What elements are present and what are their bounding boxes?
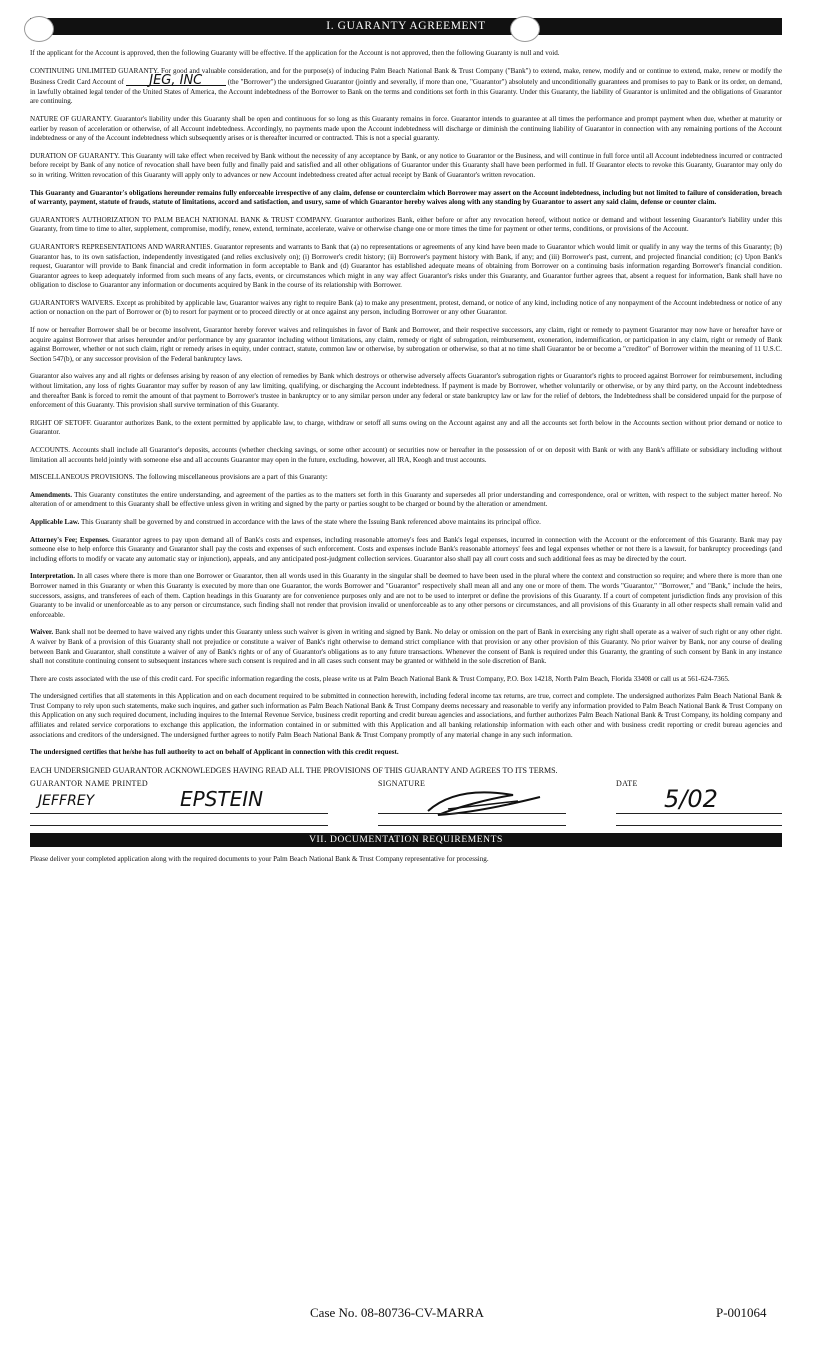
continuing-text-b: (the "Borrower") the undersigned Guarantor (jointly and severally, if more than one, "Guarantor") absolutely and unconditionally guarantees and promises to pay to Bank or its order, on demand, in lawfully obtained legal tender of the United States of America, the Account indebtedness of the Borrower to Bank on the terms and conditions set forth in this Guaranty. Under this Guaranty, the liability of Guarantor is unlimited and the obligations of Guarantor are continuing.: [30, 78, 782, 106]
acknowledge-statement: EACH UNDERSIGNED GUARANTOR ACKNOWLEDGES HAVING READ ALL THE PROVISIONS OF THIS GUARANTY AND AGREES TO ITS TERMS.: [30, 765, 558, 775]
section-header-guaranty: [30, 18, 782, 35]
waiver-text: Bank shall not be deemed to have waived any rights under this Guaranty unless such waiver is given in writing and signed by Bank. No delay or omission on the part of Bank in exercising any right shall operate as a waiver of such right or any other right. A waiver by Bank of a provision of this Guaranty shall not prejudice or constitute a waiver of Bank's right otherwise to demand strict compliance with that provision or any other provision of this Guaranty. No prior waiver by Bank, nor any course of dealing between Bank and Guarantor, shall constitute a waiver of any of Bank's rights or of any of Guarantor's obligations as to any future transactions. Whenever the consent of Bank is required under this Guaranty, the granting of such consent by Bank in any instance shall not constitute continuing consent to subsequent instances where such consent is required and in all cases such consent may be granted or withheld in the sole discretion of Bank.: [30, 628, 782, 666]
waivers-paragraph: GUARANTOR'S WAIVERS. Except as prohibited by applicable law, Guarantor waives any right to require Bank (a) to make any presentment, protest, demand, or notice of any kind, including notice of any nonpayment of the Account indebtedness or notice of any action or nonaction on the part of Borrower or (b) to resort for payment or to proceed directly or at once against any person, including Borrower or any other Guarantor.: [30, 298, 782, 317]
date-line: [616, 813, 782, 814]
nature-paragraph: NATURE OF GUARANTY. Guarantor's liability under this Guaranty shall be open and continuous for so long as this Guaranty remains in force. Guarantor intends to guarantee at all times the performance and prompt payment when due, whether at maturity or earlier by reason of acceleration or otherwise, of all Account indebtedness. Accordingly, no payments made upon the Account indebtedness will discharge or diminish the continuing liability of Guarantor in connection with any remaining portions of the Account indebtedness or any of the Account indebtedness which subsequently arises or is thereafter incurred or contracted. This is not a special guaranty.: [30, 114, 782, 143]
insolvent-paragraph: If now or hereafter Borrower shall be or become insolvent, Guarantor hereby forever waives and relinquishes in favor of Bank and Borrower, and their respective successors, any claim, right or remedy to payment Guarantor may now have or hereafter have or acquire against Borrower that arises hereunder and/or performance by any guarantor including without limitations, any claim, remedy or right of subrogation, reimbursement, exoneration, indemnification, or participation in any claim, right or remedy of Bank against Borrower, whether or not such claim, right or remedy arises in equity, under contract, statute, common law or otherwise, by subrogation or otherwise, so that at no time shall Guarantor be or become a "creditor" of Borrower within the meaning of 11 U.S.C. Section 547(b), or any successor provision of the Federal bankruptcy laws.: [30, 326, 782, 363]
signature-block: [378, 779, 568, 788]
deliver-instructions: Please deliver your completed application along with the required documents to your Palm Beach National Bank & Trust Company representative for processing.: [30, 855, 489, 864]
hole-punch-mark: [510, 16, 540, 42]
fees-heading: Attorney's Fee; Expenses.: [30, 535, 110, 544]
guarantor-name-block: [30, 779, 330, 812]
applicable-law-text: This Guaranty shall be governed by and construed in accordance with the laws of the state where the Issuing Bank referenced above maintains its principal office.: [80, 517, 541, 526]
section-title: I. GUARANTY AGREEMENT: [326, 20, 486, 32]
defenses-paragraph: Guarantor also waives any and all rights or defenses arising by reason of any election of remedies by Bank which destroys or otherwise adversely affects Guarantor's subrogation rights or Guarantor's rights to proceed against Borrower for reimbursement, including without limitation, any loss of rights Guarantor may suffer by reason of any law limiting, qualifying, or discharging the Account indebtedness. If payment is made by Borrower, whether voluntarily or otherwise, or by any third party, on the Account indebtedness and thereafter Bank is forced to remit the amount of that payment to Borrower's trustee in bankruptcy or to any similar person under any federal or state bankruptcy law or law for the relief of debtors, the Indebtedness shall be considered unpaid for the purpose of enforcement of this Guaranty. This provision shall survive termination of this Guaranty.: [30, 372, 782, 410]
continuing-guaranty-paragraph: [30, 67, 782, 107]
waiver-paragraph: [30, 628, 782, 666]
costs-paragraph: There are costs associated with the use of this credit card. For specific information regarding the costs, please write us at Palm Beach National Bank & Trust Company, P.O. Box 14218, North Palm Beach, Florida 33408 or call us at 561-624-7365.: [30, 674, 730, 683]
interpretation-text: In all cases where there is more than one Borrower or Guarantor, then all words used in this Guaranty in the singular shall be deemed to have been used in the plural where the context and construction so require; and where there is more than one Borrower named in this Guaranty or when this Guaranty is executed by more than one Guarantor, the words Borrower and "Guarantor" respectively shall mean all and any one or more of them. The words "Guarantor," "Borrower," and "Bank," include the heirs, successors, assigns, and transferees of each of them. Caption headings in this Guaranty are for convenience purposes only and are not to be used to interpret or define the provisions of this Guaranty. If a court of competent jurisdiction finds any provision of this Guaranty to be invalid or unenforceable as to any person or circumstance, such finding shall not render that provision invalid or unenforceable as to any other persons or circumstances, and all provisions of this Guaranty in all other respects shall remain valid and enforceable.: [30, 572, 783, 619]
intro-paragraph: If the applicant for the Account is approved, then the following Guaranty will be effective. If the application for the Account is not approved, then the following Guaranty is null and void.: [30, 49, 560, 57]
applicable-law-heading: Applicable Law.: [30, 517, 80, 526]
name-line: [30, 813, 328, 814]
signature-row: [30, 779, 782, 827]
signature-line-2: [378, 825, 566, 826]
date-line-2: [616, 825, 782, 826]
authority-statement: The undersigned certifies that he/she has full authority to act on behalf of Applicant in connection with this credit request.: [30, 748, 399, 757]
hole-punch-mark: [24, 16, 54, 42]
continuing-text-a: CONTINUING UNLIMITED GUARANTY. For good and valuable consideration, and for the purpose(s) of inducing Palm Beach National Bank & Trust Company ("Bank") to extend, make, renew, modify and or continue to extend, make, renew or modify the Business Credit Card Account of: [30, 66, 782, 87]
amendments-paragraph: [30, 491, 782, 510]
enforceable-paragraph: This Guaranty and Guarantor's obligations hereunder remains fully enforceable irrespective of any claim, defense or counterclaim which Borrower may assert on the Account indebtedness, including but not limited to failure of consideration, breach of warranty, payment, statute of frauds, statute of limitations, accord and satisfaction, and usury, same of which Guarantor hereby waives along with any standing by Guarantor to assert any said claim, defense or counter claim.: [30, 188, 782, 207]
amendments-heading: Amendments.: [30, 490, 72, 499]
section-header-documentation: [30, 833, 782, 847]
case-number: Case No. 08-80736-CV-MARRA: [310, 1305, 484, 1320]
interpretation-heading: Interpretation.: [30, 572, 75, 581]
guaranty-page: [30, 18, 782, 865]
date-label: DATE: [616, 779, 638, 789]
amendments-text: This Guaranty constitutes the entire understanding, and agreement of the parties as to the matters set forth in this Guaranty and supersedes all prior understanding and correspondence, oral or written, with respect to the subject matter hereof. No alteration of or amendment to this Guaranty shall be effective unless given in writing and signed by the party or parties sought to be charged or bound by the alteration or amendment.: [30, 490, 782, 509]
guarantor-name-first: JEFFREY: [38, 793, 95, 810]
interpretation-paragraph: [30, 572, 782, 620]
date-block: [616, 779, 782, 814]
authorization-paragraph: GUARANTOR'S AUTHORIZATION TO PALM BEACH NATIONAL BANK & TRUST COMPANY. Guarantor authorizes Bank, either before or after any revocation hereof, without notice or demand and without lessening Guarantor's liability under this Guaranty, from time to time to alter, supplement, compromise, modify, renew, extend, terminate, accelerate, waive or otherwise change one or more times the time for payment or other terms, conditions, or provisions of the Account.: [30, 215, 782, 234]
section7-title: VII. DOCUMENTATION REQUIREMENTS: [309, 835, 503, 846]
guarantor-name-label: GUARANTOR NAME PRINTED: [30, 779, 149, 789]
signature-scrawl: [418, 785, 548, 821]
fees-paragraph: [30, 536, 782, 565]
duration-paragraph: DURATION OF GUARANTY. This Guaranty will take effect when received by Bank without the necessity of any acceptance by Bank, or any notice to Guarantor or the Business, and will continue in full force until all Account indebtedness incurred or contracted before receipt by Bank of any notice of revocation shall have been fully and finally paid and satisfied and all other obligations of Guarantor under this Guaranty shall have been performed in full. If Guarantor elects to revoke this Guaranty, Guarantor may only do so in writing. Written revocation of this Guaranty will apply only to advances or new Account indebtedness created after actual receipt by Bank of Guarantor's written revocation.: [30, 151, 782, 179]
misc-paragraph: MISCELLANEOUS PROVISIONS. The following miscellaneous provisions are a part of this Guaranty:: [30, 473, 328, 482]
waiver-heading: Waiver.: [30, 628, 54, 637]
guarantor-name-last: EPSTEIN: [180, 787, 264, 812]
borrower-name-field[interactable]: JEG, INC: [126, 76, 226, 86]
accounts-paragraph: ACCOUNTS. Accounts shall include all Guarantor's deposits, accounts (whether checking savings, or some other account) or securities now or hereafter in the possession of or on deposit with Bank or with any Bank's affiliate or subsidiary including without limitation all accounts held jointly with someone else and all accounts Guarantor may open in the future, excluding, however, all IRA, Keogh and trust accounts.: [30, 446, 782, 464]
applicable-law-paragraph: [30, 518, 782, 528]
signature-line: [378, 813, 566, 814]
signature-label: SIGNATURE: [378, 779, 426, 789]
date-value: 5/02: [664, 785, 718, 814]
certifies-paragraph: The undersigned certifies that all statements in this Application and on each document required to be submitted in connection herewith, including federal income tax returns, are true, correct and complete. The undersigned authorizes Palm Beach National Bank & Trust Company to rely upon such statements, make such inquires, and gather such information as Palm Beach National Bank & Trust Company deems necessary and reasonable to verify any information provided to Palm Beach National Bank & Trust Company on this Application on any such required document, including inquires to the Internal Revenue Service, business credit reporting and credit bureau agencies and associations, and further authorizes Palm Beach National Bank & Trust Company, its holding company and affiliates and related service corporations to exchange this application, the information contained in or submitted with this Application and all banking relationship information with each other and with business credit reporting or credit bureau agencies and associations and creditors of the undersigned. The undersigned further agrees to notify Palm Beach National Bank & Trust Company promptly of any material change in any such information.: [30, 692, 782, 739]
representations-paragraph: GUARANTOR'S REPRESENTATIONS AND WARRANTIES. Guarantor represents and warrants to Bank that (a) no representations or agreements of any kind have been made to Guarantor which would limit or qualify in any way the terms of this Guaranty; (b) Guarantor has, to its own satisfaction, independently investigated (and relies exclusively on); (i) Borrower's credit history; (ii) Borrower's payment history with Bank, if any; and (iii) Borrower's past, current, and projected financial condition; (c) Upon Bank's request, Guarantor will provide to Bank financial and credit information in form acceptable to Bank and (d) Guarantor has established adequate means of obtaining from Borrower on a continuing basis information regarding Borrower's financial condition. Guarantor agrees to keep adequately informed from such means of any facts, events, or circumstances which might in any way affect Guarantor's risks under this Guaranty, and Guarantor further agrees that, absent a request for information, Bank shall have no obligation to disclose to Guarantor any information or documents acquired by Bank in the course of its relationship with Borrower.: [30, 242, 782, 290]
page-id: P-001064: [716, 1305, 767, 1320]
fees-text: Guarantor agrees to pay upon demand all of Bank's costs and expenses, including reasonable attorney's fees and Bank's legal expenses, incurred in connection with the Account or the enforcement of this Guaranty. Bank may pay someone else to help enforce this Guaranty and Guarantor shall pay the costs and expenses of such enforcement. Costs and expenses include Bank's reasonable attorneys' fees and legal expenses whether or not there is a lawsuit, for bankruptcy proceedings (and including efforts to modify or vacate any automatic stay or injunction), appeals, and any anticipated post-judgment collection services. Guarantor also shall pay all court costs and such additional fees as may be directed by the court.: [30, 535, 783, 563]
setoff-paragraph: RIGHT OF SETOFF. Guarantor authorizes Bank, to the extent permitted by applicable law, to charge, withdraw or setoff all sums owing on the Account against any and all the accounts set forth below in the Accounts section without prior demand or notice to Guarantor.: [30, 418, 782, 437]
name-line-2: [30, 825, 328, 826]
